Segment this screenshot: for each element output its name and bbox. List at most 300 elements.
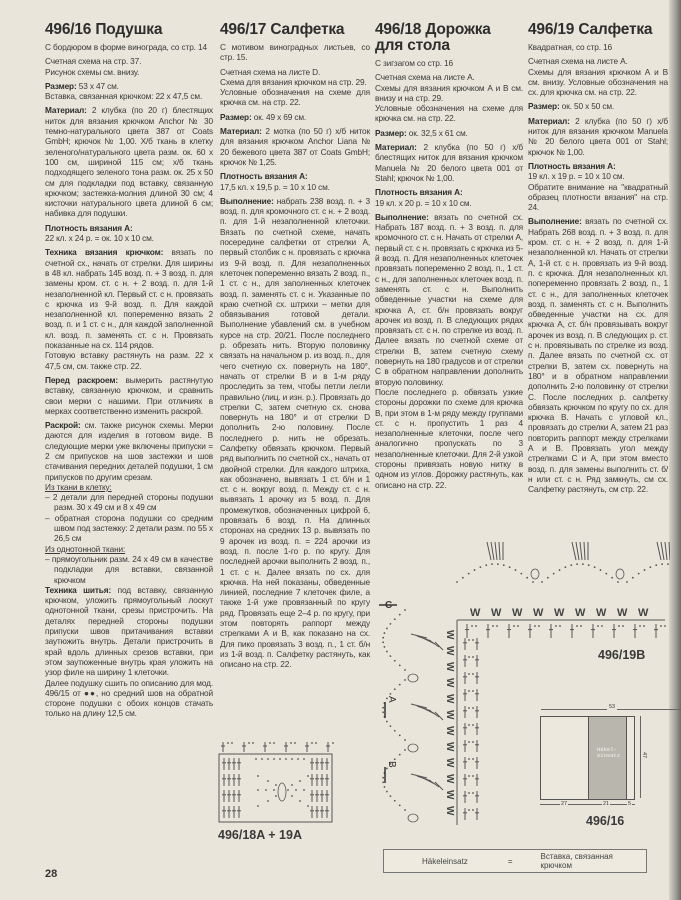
chain-dot [404, 739, 406, 741]
paragraph [45, 105, 213, 218]
chain-dot [541, 581, 543, 583]
chain-dot [315, 742, 317, 744]
paragraph-label: Перед раскроем: [45, 374, 118, 385]
paragraph-label: Техника шитья: [45, 584, 112, 595]
chain-dot [399, 804, 401, 806]
legend-term: Häkeleinsatz [422, 856, 468, 866]
chain-dot [538, 625, 540, 627]
fan-stitch [572, 542, 576, 560]
chain-dot [279, 758, 281, 760]
chain-dot [576, 563, 578, 565]
chain-dot [471, 625, 473, 627]
chain-dot [632, 577, 634, 579]
chain-dot [404, 669, 406, 671]
paragraph-text: ок. 50 x 50 см. [559, 101, 615, 112]
column-496-16-pillow [45, 22, 213, 723]
chain-dot [394, 688, 396, 690]
pillow-diagram-label: 496/16 [586, 814, 625, 828]
chain-dot [291, 784, 293, 786]
page-number: 28 [45, 868, 58, 880]
chain-dot [643, 625, 645, 627]
fan-stitch [576, 542, 579, 560]
chain-dot [390, 725, 392, 727]
chain-dot [601, 625, 603, 627]
fan-stitch [411, 704, 427, 708]
paragraph-text: Квадратная, со стр. 16 [528, 42, 613, 52]
paragraph [45, 42, 213, 52]
chain-dot [386, 651, 388, 653]
chain-dot [287, 789, 289, 791]
paragraph-label: Материал: [375, 142, 417, 153]
paragraph-text: Счетная схема на листе D. Схема для вязания крючком на стр. 29. Условные обозначения на схеме для крючка см. на стр. 22. [220, 66, 370, 108]
chain-dot [394, 660, 396, 662]
w-stitch-group: W [575, 607, 586, 619]
paragraph-text: набрать 238 возд. п. + 3 возд. п. для кромочного ст. с н. + 2 возд. п. для 1-й незаполненной клеточки. Вязать по счетной схеме, начать посередине салфетки от стрелки А, первый столбик с н. провязать с крючка из 9-й возд. п. Для незаполненных клеточек попеременно вязать 2 возд. п., 1 ст. с н., для заполненных клеточек возд. п. заменять ст. с н. Указанные по краю счетной сх. штрихи – метки для обвязывания готовой детали. Выполнение убавлений см. в учебном курсе на стр. 20/21. После последнего р. обрезать нить. Вторую половинку связать на начальном р. из возд. п., для чего счетную сх. повернуть на 180°, начать от стрелки В и в 1-м ряду проследить за тем, чтобы петли легли правильно (лиц. и изн. р.). Провязать до стрелки С, затем счетную сх. снова повернуть на 180° и от стрелки D дополнить 2-ю половину. После последнего р. нить не обрезать. Салфетку обвязать крючком. Первый ряд выполнить по счетной сх., начать от двойной стрелки. Для каждого штриха, как обозначено, вывязать 1 ст. б/н и 1 ст. с н. вокруг возд. п. Между ст. с н. вывязать 1 арочку из 5 возд. п. Для промежутков, обозначенных цифрой 6, провязать 6 возд. п. На длинных сторонах на средних 13 р. вывязать по 9 арочек из возд. п. = 224 арочки из возд. п. после 1-го р. по кругу. Для последней арочки выполнить 2 возд. п., 1 ст. с н. Далее вязать по сх. для крючка. На ней показаны, обведенные линией, последние 7 клеточек филе, а также 1-й уже провязанный по кругу ряд. Провязать еще 2–4 р. по кругу, при этом повторять раппорт между стрелками А и В, как показано на сх. Для пико провязать 3 возд. п., 1 ст. б/н из 1-й возд. п. Салфетку растянуть, как описано на стр. 22. [220, 195, 371, 670]
w-stitch-group: W [638, 607, 649, 619]
chain-dot [626, 581, 628, 583]
paragraph [528, 56, 668, 97]
paragraph-label: Материал: [220, 126, 262, 137]
chain-dot [399, 664, 401, 666]
paragraph-text: Счетная схема на листе А. Схемы для вязания крючком А и В см. внизу. Условные обозначения на сх. для крючка см. на стр. 22. [528, 56, 668, 98]
paragraph [45, 81, 213, 102]
chain-dot [384, 632, 386, 634]
chain-dot [513, 625, 515, 627]
paragraph [375, 58, 523, 68]
paragraph-text: вязать по счетной сх. Набрать 187 возд. п. + 3 возд. п. для кромочного ст. с н. Начать от стрелки А, первый ст. с н. провязать с крючка из 5-й возд. п. Для незаполненных клеточек провязать попеременно 2 возд. п., 1 ст. с н., для заполненных клеточек возд. п. заменять ст. с н. Выполнить обведенные участки на схеме для крючка А, ст. б/н провязать вокруг арочек из возд. п. В следующих рядах провязать ст. с н. по стрелке из возд. п. Далее вязать по счетной схеме от стрелки В, затем счетную схему повернуть на 180 градусов и от стрелки С в обратном направлении дополнить вторую половинку. После последнего р. обвязать узкие стороны дорожки по схеме для крючка В, при этом в 1-м ряду между группами ст. с н. пропустить 1 раз 4 незаполненные клеточки, после чего аналогично пропускать по 3 незаполненные клеточки. Для 2-й узкой стороны привязать новую нитку в одном из углов. Дорожку растянуть, как описано на стр. 22. [375, 211, 523, 490]
chain-dot [394, 618, 396, 620]
paragraph-text: 53 x 47 см. Вставка, связанная крючком: 22 x 47,5 см. [45, 80, 203, 102]
chain-dot [399, 754, 401, 756]
fan-stitch [580, 542, 582, 560]
paragraph-text: С мотивом виноградных листьев, со стр. 15. [220, 42, 370, 63]
chain-dot [390, 693, 392, 695]
fan-stitch [435, 642, 443, 650]
chain-dot [660, 625, 662, 627]
chain-dot [559, 569, 561, 571]
chain-dot [576, 625, 578, 627]
chain-dot [394, 758, 396, 760]
chain-dot [299, 800, 301, 802]
w-stitch-group: W [444, 710, 455, 720]
chain-dot [600, 569, 602, 571]
w-stitch-group: W [533, 607, 544, 619]
dim-seg-5: 5 [628, 801, 632, 807]
pillow-rect [540, 716, 635, 800]
chain-dot [570, 564, 572, 566]
paragraph [528, 42, 668, 52]
chain-dot [515, 569, 517, 571]
chain-dot [468, 656, 470, 658]
chain-dot [532, 581, 534, 583]
w-stitch-group: W [444, 790, 455, 800]
paragraph-text: 17,5 кл. x 19,5 р. = 10 x 10 см. [220, 181, 330, 192]
paragraph-text: под вставку, связанную крючком, уложить прямоугольный лоскут однотонной ткани, срезы пристрочить. На деталях передней стороны подушки припуски швов притачивания вставки заутюжить внутрь. Детали пристрочить в край вдоль длинных срезов вставки, при этом заутюженные внутрь края уложить на узор филе на ширину 1 клеточки. Далее подушку сшить по описанию для мод. 496/15 от ●●, но средний шов на обратной стороне подушки с обоих концов стачать только на длину 12,5 см. [45, 584, 213, 719]
w-stitch-group: W [596, 607, 607, 619]
paragraph [45, 56, 213, 77]
paragraph [220, 171, 370, 192]
paragraph-label: Выполнение: [220, 195, 274, 206]
chain-dot [638, 573, 640, 575]
paragraph-text: ок. 32,5 x 61 см. [406, 127, 468, 138]
section-title: 496/17 Салфетка [220, 21, 345, 38]
chain-dot [582, 563, 584, 565]
crochet-chart-18a-19a [216, 738, 336, 826]
chain-dot [399, 734, 401, 736]
chain-dot [580, 625, 582, 627]
chain-dot [468, 639, 470, 641]
picot-oval [408, 814, 418, 822]
fan-stitch [665, 542, 667, 560]
insert-label: Häkel- einsatz [597, 746, 621, 759]
chain-dot [639, 625, 641, 627]
chain-dot [472, 775, 474, 777]
chain-dot [649, 566, 651, 568]
section-title: 496/19 Салфетка [528, 21, 653, 38]
chain-dot [644, 569, 646, 571]
paragraph-text: 2 клубка (по 20 г) блестящих ниток для вязания крючком Anchor № 30 темно-натурального цвета 387 от Coats GmbH; крючок № 1,00. Х/б ткань в клетку зеленого/натурального цвета разм. ок. 60 x 100 см, шириной 115 см; х/б ткань подходящего зеленого тона разм. ок. 25 x 50 см для подкладки под вставку, связанную крючком; застежка-молния длиной 30 см; 4 кисточки натурального цвета длиной 6 см; набивка для подушки. [45, 105, 213, 219]
chain-dot [468, 673, 470, 675]
paragraph [45, 223, 213, 244]
column-496-19-doily [528, 22, 668, 498]
chain-dot [382, 781, 384, 783]
chain-dot [617, 581, 619, 583]
chain-dot [269, 742, 271, 744]
fan-stitch [429, 710, 439, 717]
chain-dot [384, 786, 386, 788]
arrow-c-text: C [385, 600, 393, 611]
paragraph [220, 196, 370, 670]
chain-dot [559, 625, 561, 627]
picot-oval [278, 783, 286, 801]
chain-dot [618, 625, 620, 627]
chain-dot [655, 564, 657, 566]
paragraph [528, 101, 668, 111]
chain-dot [404, 609, 406, 611]
fan-stitch [411, 634, 427, 638]
picot-oval [616, 569, 624, 579]
chain-dot [257, 775, 259, 777]
paragraph-label: Выполнение: [528, 216, 582, 227]
paragraph [45, 585, 213, 719]
chain-dot [485, 564, 487, 566]
paragraph-label: Техника вязания крючком: [45, 247, 164, 258]
chain-dot [497, 563, 499, 565]
paragraph [375, 72, 523, 123]
chain-dot [257, 789, 259, 791]
w-stitch-group: W [617, 607, 628, 619]
w-stitch-group: W [491, 607, 502, 619]
chain-dot [404, 749, 406, 751]
w-stitch-group: W [444, 646, 455, 656]
chain-dot [257, 805, 259, 807]
chain-dot [382, 641, 384, 643]
w-stitch-group: W [444, 662, 455, 672]
chain-dot [267, 758, 269, 760]
chain-dot [227, 742, 229, 744]
chain-dot [555, 625, 557, 627]
chain-dot [509, 566, 511, 568]
chain-dot [534, 625, 536, 627]
chain-dot [231, 742, 233, 744]
paragraph-text: 22 кл. x 24 р. = ок. 10 x 10 см. [45, 233, 154, 244]
chain-dot [622, 625, 624, 627]
w-stitch-group: W [444, 630, 455, 640]
chain-dot [462, 577, 464, 579]
chain-dot [399, 684, 401, 686]
w-stitch-group: W [470, 607, 481, 619]
fan-stitch [584, 542, 585, 560]
dim-seg-21: 21 [603, 801, 610, 807]
chain-dot [503, 564, 505, 566]
arrow-c-label [385, 600, 392, 611]
chain-dot [472, 792, 474, 794]
chain-dot [307, 775, 309, 777]
legend-translation: Вставка, связанная крючком [540, 852, 613, 870]
paragraph-text: вязать по счетной сх. Набрать 268 возд. п. + 3 возд. п. для кром. ст. с н. + 2 возд. п. для 1-й незаполненной кл. Начать от стрелки А, 1-й ст. с н. провязать из 9-й возд. п. с крючка. Для незаполненных кл. попеременно провязать 2 возд. п., 1 ст. с н., для заполненных клеточек возд. п. заменять ст. с н. Выполнить обведенные участки на сх. для крючка А, ст. б/н провязывать вокруг арочек из возд. п. В следующих р. ст. с н. провязывать по стрелке из возд. п. Далее вязать по счетной сх. от стрелки В, затем сх. повернуть на 180° и в обратном направлении дополнить 2-ю половинку от стрелки С. После последних р. салфетку обвязать крючком по кругу по сх. для крючка В. Начать с угловой кл., провязать до стрелки А, затем 21 раз повторить раппорт между стрелками А и В. Провязать угол между стрелками С и А, при этом вместо возд. п. для замены выполнить ст. б/н или ст. с н. Ряд замкнуть, см сх. Салфетку растянуть, см стр. 22. [528, 216, 668, 495]
paragraph-label: Выполнение: [375, 211, 429, 222]
chain-dot [291, 795, 293, 797]
fan-stitch [435, 782, 443, 790]
chain-dot [472, 673, 474, 675]
chart-18a-19a-label: 496/18A + 19A [218, 828, 302, 842]
paragraph-text: Счетная схема на листе А. Схемы для вязания крючком А и В см. внизу и на стр. 29. Условные обозначения на схеме для крючка см. на стр. 22. [375, 72, 523, 124]
chain-dot [390, 655, 392, 657]
chain-dot [475, 625, 477, 627]
chain-dot [307, 805, 309, 807]
list-item: – 2 детали для передней стороны подушки разм. 30 x 49 см и 8 x 49 см [45, 492, 213, 513]
chain-dot [265, 789, 267, 791]
chain-dot [399, 614, 401, 616]
fan-stitch [669, 542, 670, 560]
chain-dot [273, 789, 275, 791]
paragraph-label: Размер: [220, 111, 252, 122]
chain-dot [295, 789, 297, 791]
chain-dot [491, 563, 493, 565]
paragraph-text: 2 мотка (по 50 г) х/б ниток для вязания крючком Anchor Liana № 20 бежевого цвета 387 от Coats GmbH; крючок № 1,25. [220, 126, 370, 167]
chain-dot [468, 741, 470, 743]
chain-dot [382, 707, 384, 709]
chain-dot [472, 707, 474, 709]
chain-dot [297, 758, 299, 760]
chain-dot [290, 742, 292, 744]
chain-dot [394, 800, 396, 802]
chain-dot [526, 577, 528, 579]
chain-dot [294, 742, 296, 744]
chain-dot [285, 758, 287, 760]
chain-dot [261, 758, 263, 760]
chain-dot [472, 741, 474, 743]
paragraph-label: Раскрой: [45, 420, 81, 431]
chain-dot [472, 656, 474, 658]
chain-dot [311, 742, 313, 744]
chain-dot [472, 639, 474, 641]
w-stitch-group: W [444, 742, 455, 752]
paragraph [375, 128, 523, 138]
chain-dot [597, 625, 599, 627]
paragraph-label: Плотность вязания А: [45, 222, 133, 233]
dim-bottom [540, 801, 635, 807]
chain-dot [588, 564, 590, 566]
arrow-b-label: B [386, 761, 397, 768]
chain-dot [547, 577, 549, 579]
fan-stitch [429, 780, 439, 787]
paragraph-text: С бордюром в форме винограда, со стр. 14 [45, 42, 207, 52]
chain-dot [468, 775, 470, 777]
legend-equals: = [507, 856, 513, 866]
paragraph-text: вязать по счетной сх., начать от стрелки. Для ширины в 48 кл. набрать 145 возд. п. + 3 возд. п. для замены кром. ст. с н. + 2 возд. п. для 1-й незаполненной кл. Первый ст. с н. провязать с крючка из 9-й возд. п. Для каждой незаполненной кл. попеременно вязать 2 возд. п. и 1 ст. с н., для каждой заполненной кл. возд. п. заменять ст. с н. Провязать показанные на сх. 114 рядов. Готовую вставку растянуть на разм. 22 x 47,5 см, см. также стр. 22. [45, 247, 213, 371]
chain-dot [468, 724, 470, 726]
dim-width: 53 [609, 704, 616, 710]
w-stitch-group: W [512, 607, 523, 619]
chain-dot [472, 724, 474, 726]
w-stitch-group: W [444, 774, 455, 784]
chain-dot [332, 742, 334, 744]
crochet-insert [588, 717, 627, 799]
chain-dot [520, 573, 522, 575]
paragraph-text: см. также рисунок схемы. Мерки даются для изделия в готовом виде. В следующие мерки уже включены припуски = 2 см припусков на шов застежки и шов стачивания передних деталей подушки, 1 см припусков по другим срезам. [45, 420, 213, 482]
paragraph-text: ок. 49 x 69 см. [251, 111, 307, 122]
paragraph-label: Плотность вязания А: [220, 171, 308, 182]
chain-dot [252, 742, 254, 744]
subheading: Из однотонной ткани: [45, 543, 126, 554]
chain-dot [553, 573, 555, 575]
chain-dot [594, 566, 596, 568]
chain-dot [267, 780, 269, 782]
chain-dot [275, 795, 277, 797]
paragraph [45, 420, 213, 482]
chart-19b-label: 496/19B [598, 648, 646, 662]
fan-stitch [495, 542, 497, 560]
chain-dot [303, 758, 305, 760]
fan-stitch [657, 542, 661, 560]
arrow-a-label: A [386, 696, 397, 703]
chain-dot [273, 758, 275, 760]
w-stitch-group: W [444, 758, 455, 768]
list-item: – обратная сторона подушки со средним швом под застежку: 2 детали разм. по 55 x 26,5 см [45, 512, 213, 544]
paragraph-label: Размер: [375, 127, 407, 138]
chain-dot [517, 625, 519, 627]
chain-dot [386, 721, 388, 723]
paragraph-label: Плотность вязания А: [375, 187, 463, 198]
chain-dot [468, 690, 470, 692]
paragraph [45, 247, 213, 371]
page-gutter [669, 0, 681, 900]
chain-dot [492, 625, 494, 627]
chain-dot [479, 566, 481, 568]
paragraph-label: Материал: [45, 105, 87, 116]
paragraph-text: С зигзагом со стр. 16 [375, 58, 453, 68]
column-496-18-table-runner [375, 22, 523, 494]
paragraph-label: Материал: [528, 115, 570, 126]
paragraph [45, 375, 213, 416]
fan-stitch [411, 774, 427, 778]
chain-dot [404, 679, 406, 681]
chain-dot [456, 581, 458, 583]
fan-stitch [661, 542, 664, 560]
fan-stitch [435, 712, 443, 720]
w-stitch-group: W [444, 694, 455, 704]
paragraph [375, 142, 523, 183]
chain-dot [303, 789, 305, 791]
paragraph-label: Размер: [45, 80, 77, 91]
paragraph-text: вымерить растянутую вставку, связанную крючком, и сравнить свои мерки с нашими. При отличиях в мерках соответственно изменить раскрой. [45, 374, 213, 416]
paragraph [528, 216, 668, 494]
paragraph [375, 212, 523, 490]
chain-dot [267, 800, 269, 802]
chain-dot [404, 809, 406, 811]
chain-dot [664, 625, 666, 627]
legend-box [383, 849, 647, 873]
paragraph [528, 161, 668, 212]
chain-dot [468, 792, 470, 794]
chain-dot [468, 758, 470, 760]
w-stitch-group: W [444, 726, 455, 736]
list-item: – прямоугольник разм. 24 x 49 см в качестве подкладки для вставки, связанной крючком [45, 553, 213, 585]
chain-dot [472, 758, 474, 760]
chain-dot [394, 730, 396, 732]
chain-dot [472, 809, 474, 811]
dim-seg-27: 27 [561, 801, 568, 807]
chain-dot [605, 573, 607, 575]
fan-stitch [487, 542, 491, 560]
chain-dot [474, 569, 476, 571]
chain-dot [564, 566, 566, 568]
chain-dot [496, 625, 498, 627]
fan-stitch [491, 542, 494, 560]
chain-dot [248, 742, 250, 744]
paragraph [375, 187, 523, 208]
section-title: 496/18 Дорожка для стола [375, 21, 491, 54]
chain-dot [386, 791, 388, 793]
paragraph [528, 116, 668, 157]
paragraph [220, 42, 370, 63]
chain-dot [661, 563, 663, 565]
picot-oval [408, 744, 418, 752]
w-stitch-group: W [444, 806, 455, 816]
chain-dot [611, 577, 613, 579]
fan-stitch [429, 640, 439, 647]
chain-dot [386, 628, 388, 630]
chain-dot [382, 777, 384, 779]
paragraph [220, 126, 370, 167]
paragraph-text: 2 клубка (по 50 г) х/б ниток для вязания крючком Manuela № 20 белого цвета 001 от Stahl; крючок № 1,00. [528, 115, 668, 157]
chain-dot [472, 690, 474, 692]
fan-stitch [499, 542, 500, 560]
paragraph-label: Размер: [528, 101, 560, 112]
paragraph-text: 19 кл. x 19 р. = 10 x 10 см. Обратите внимание на "квадратный образец плотности вязания" на стр. 24. [528, 171, 668, 213]
chain-dot [384, 646, 386, 648]
chain-dot [299, 780, 301, 782]
paragraph [220, 112, 370, 122]
w-stitch-group: W [554, 607, 565, 619]
dim-height: 47 [641, 751, 648, 759]
picot-oval [408, 674, 418, 682]
paragraph-text: 2 клубка (по 50 г) х/б блестящих ниток для вязания крючком Manuela № 20 белого цвета 001 от Stahl; крючок № 1,00. [375, 142, 523, 183]
chain-dot [468, 707, 470, 709]
chain-dot [275, 784, 277, 786]
column-496-17-doily [220, 22, 370, 674]
paragraph-text: Счетная схема на стр. 37. Рисунок схемы см. внизу. [45, 56, 142, 77]
chain-dot [667, 563, 669, 565]
subheading: Из ткани в клетку: [45, 481, 112, 492]
paragraph [220, 67, 370, 108]
chain-dot [382, 637, 384, 639]
paragraph-text: 19 кл. x 20 р. = 10 x 10 см. [375, 197, 472, 208]
chain-dot [390, 623, 392, 625]
chain-dot [273, 742, 275, 744]
chain-dot [468, 573, 470, 575]
